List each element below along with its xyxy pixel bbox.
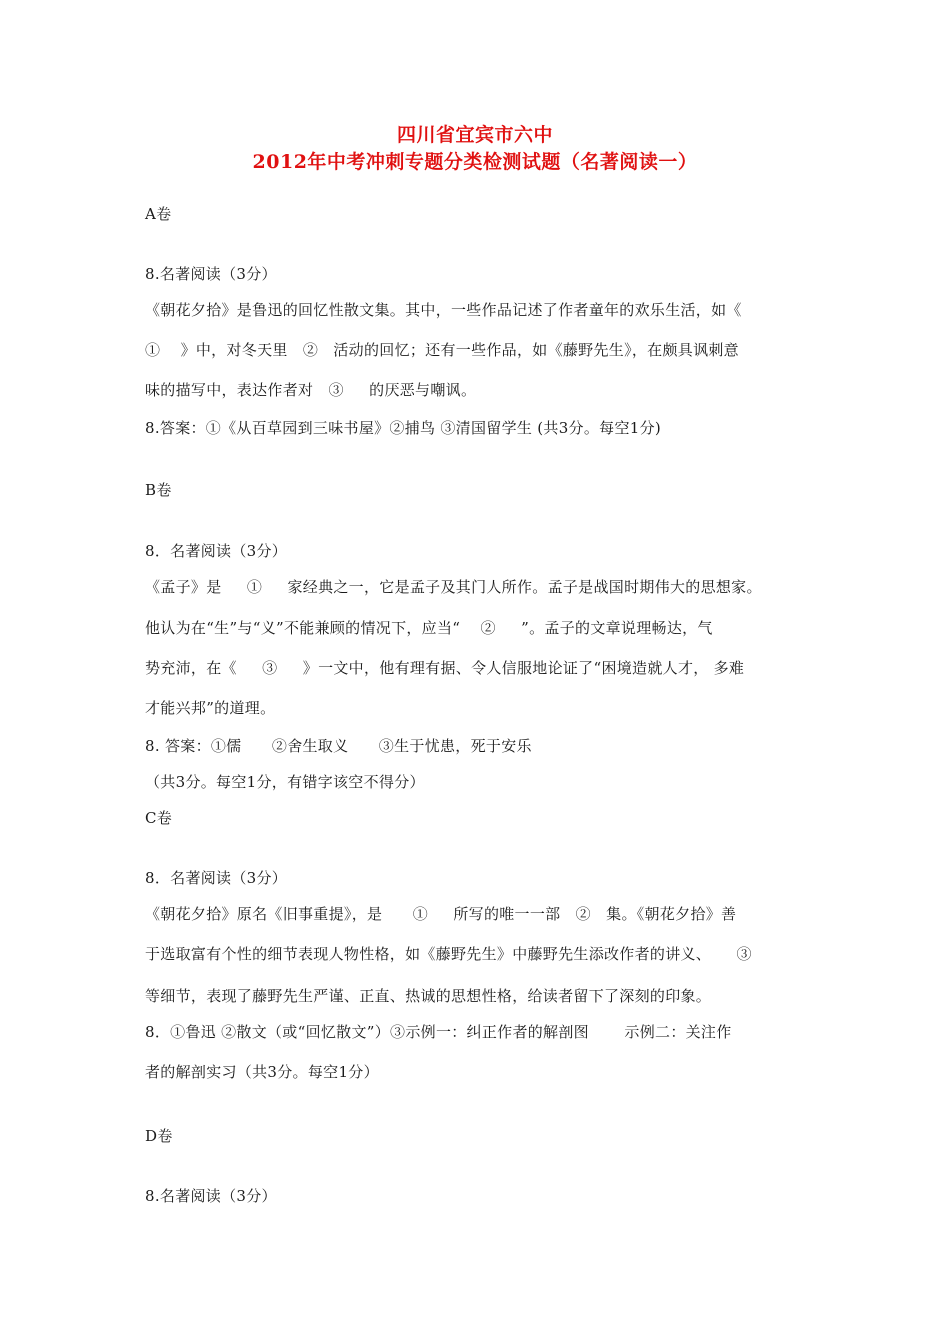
question-heading: 8.名著阅读（3分）	[145, 265, 277, 283]
question-text: 才能兴邦”的道理。	[145, 699, 276, 717]
question-heading: 8．名著阅读（3分）	[145, 869, 288, 887]
answer-text: 8.答案：①《从百草园到三味书屋》②捕鸟 ③清国留学生 (共3分。每空1分)	[145, 419, 662, 437]
question-text: 味的描写中，表达作者对 ③ 的厌恶与嘲讽。	[145, 381, 477, 399]
document-title-line2: 2012年中考冲刺专题分类检测试题（名著阅读一）	[252, 151, 698, 173]
question-heading: 8．名著阅读（3分）	[145, 542, 288, 560]
section-label-c: C卷	[145, 809, 173, 827]
document-title-line1: 四川省宜宾市六中	[396, 124, 553, 146]
question-text: 《孟子》是 ① 家经典之一，它是孟子及其门人所作。孟子是战国时期伟大的思想家。	[145, 578, 762, 596]
question-text: 等细节，表现了藤野先生严谨、正直、热诚的思想性格，给读者留下了深刻的印象。	[145, 987, 712, 1005]
section-label-b: B卷	[145, 481, 172, 499]
answer-text: 者的解剖实习（共3分。每空1分）	[145, 1063, 379, 1081]
question-text: 《朝花夕拾》原名《旧事重提》，是 ① 所写的唯一一部 ② 集。《朝花夕拾》善	[145, 905, 737, 923]
question-text: ① 》中，对冬天里 ② 活动的回忆；还有一些作品，如《藤野先生》，在颇具讽刺意	[145, 341, 739, 359]
question-text: 《朝花夕拾》是鲁迅的回忆性散文集。其中，一些作品记述了作者童年的欢乐生活，如《	[145, 301, 742, 319]
question-text: 他认为在“生”与“义”不能兼顾的情况下，应当“ ② ”。孟子的文章说理畅达，气	[145, 619, 713, 637]
question-text: 于选取富有个性的细节表现人物性格，如《藤野先生》中藤野先生添改作者的讲义、 ③	[145, 945, 752, 963]
question-heading: 8.名著阅读（3分）	[145, 1187, 277, 1205]
section-label-d: D卷	[145, 1127, 173, 1145]
question-text: 势充沛，在《 ③ 》一文中，他有理有据、令人信服地论证了“困境造就人才， 多难	[145, 659, 745, 677]
answer-text: 8. 答案：①儒 ②舍生取义 ③生于忧患，死于安乐	[145, 737, 532, 755]
section-label-a: A卷	[145, 205, 172, 223]
answer-note: （共3分。每空1分，有错字该空不得分）	[145, 773, 425, 791]
answer-text: 8．①鲁迅 ②散文（或“回忆散文”）③示例一：纠正作者的解剖图 示例二：关注作	[145, 1023, 732, 1041]
